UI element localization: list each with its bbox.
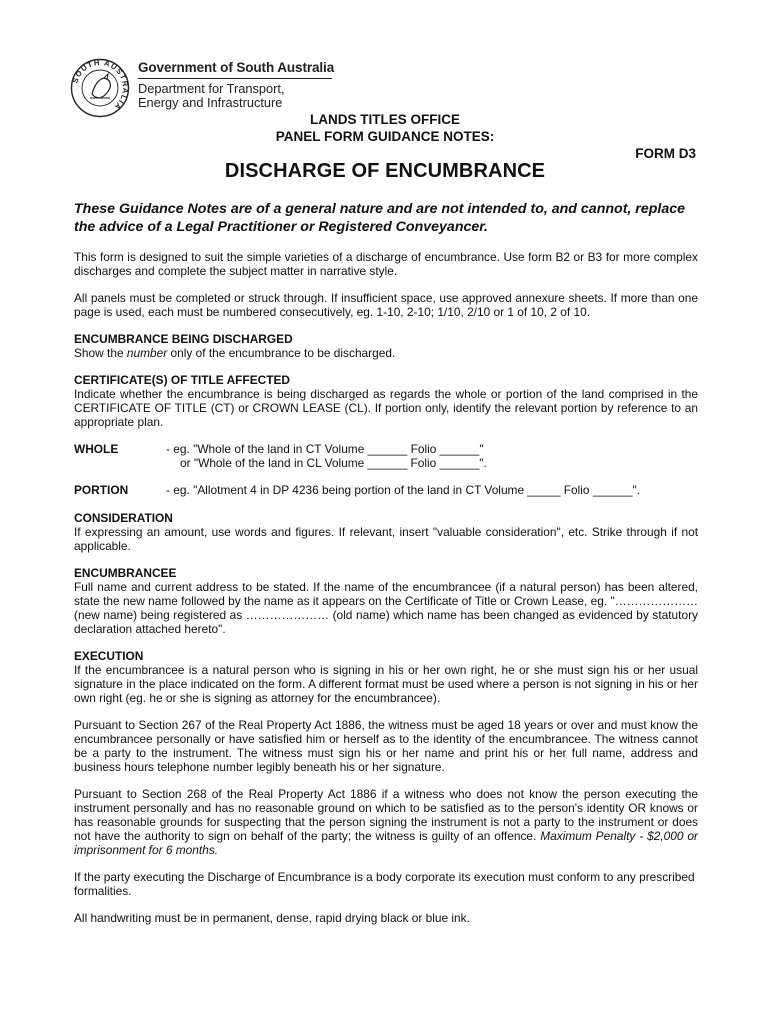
department-line-2: Energy and Infrastructure — [138, 95, 283, 110]
office-heading — [0, 111, 770, 145]
south-australia-seal-logo — [70, 58, 130, 118]
whole-example-ct: - eg. "Whole of the land in CT Volume ______ Folio ______" — [166, 442, 484, 456]
section-execution — [74, 649, 698, 705]
section-heading: EXECUTION — [74, 649, 144, 663]
government-header — [138, 60, 334, 110]
form-number: FORM D3 — [635, 146, 696, 161]
paragraph-section-268 — [74, 787, 698, 857]
section-encumbrancee — [74, 566, 698, 636]
section-text: Show the — [74, 346, 127, 360]
section-heading: ENCUMBRANCEE — [74, 566, 177, 580]
section-text: Pursuant to Section 268 of the Real Property Act 1886 if a witness who does not know the person executing the instrument personally and has no reasonable ground on which to be satisfied as to the person's identity OR knows or has reasonable grounds for suspecting that the person signing the instrument is not a party to the instrument or does not have the authority to sign on behalf of the party; the witness is guilty of an offence. — [74, 787, 698, 843]
section-consideration — [74, 511, 698, 553]
svg-text:SOUTH AUSTRALIA: SOUTH AUSTRALIA — [70, 58, 130, 113]
intro-disclaimer: These Guidance Notes are of a general nature and are not intended to, and cannot, replace the advice of a Legal Practitioner or Registered Conveyancer. — [74, 201, 685, 235]
paragraph-handwriting: All handwriting must be in permanent, dense, rapid drying black or blue ink. — [74, 911, 470, 925]
whole-example-cl: or "Whole of the land in CL Volume ______ Folio ______". — [180, 456, 487, 470]
department-line-1: Department for Transport, — [138, 81, 285, 96]
whole-examples — [166, 442, 698, 470]
section-text: Full name and current address to be stated. If the name of the encumbrancee (if a natural person) has been altered, state the new name followed by the name as it appears on the Certificate of Title or Crown Lease, eg. "…………………(new name) being registered as ………………… (old name) which name has been changed as evidenced by statutory declaration attached hereto". — [74, 580, 698, 636]
section-text: If expressing an amount, use words and figures. If relevant, insert "valuable consideration", etc. Strike through if not applicable. — [74, 525, 698, 553]
section-encumbrance-discharged — [74, 332, 698, 360]
label-portion: PORTION — [74, 483, 129, 497]
panel-heading: PANEL FORM GUIDANCE NOTES: — [275, 129, 495, 144]
example-portion — [74, 483, 698, 497]
paragraph-panels: All panels must be completed or struck through. If insufficient space, use approved annexure sheets. If more than one page is used, each must be numbered consecutively, eg. 1-10, 2-10; 1/10, 2/10 or 1 of 10, 2 of 10. — [74, 291, 698, 319]
header-divider — [138, 78, 332, 79]
section-certificate-of-title — [74, 373, 698, 429]
example-whole — [74, 442, 698, 470]
penalty-text: Maximum Penalty - $2,000 or imprisonment for 6 months. — [74, 829, 698, 857]
section-text: If the encumbrancee is a natural person who is signing in his or her own right, he or she must sign his or her usual signature in the place indicated on the form. A different format must be used where a person is not signing in his or her own right (eg. he or she is signing as attorney for the encumbrancee). — [74, 663, 698, 705]
emphasis-number: number — [126, 346, 168, 360]
portion-example: - eg. "Allotment 4 in DP 4236 being portion of the land in CT Volume _____ Folio ______". — [166, 483, 641, 497]
office-name: LANDS TITLES OFFICE — [310, 112, 460, 127]
paragraph-section-267: Pursuant to Section 267 of the Real Property Act 1886, the witness must be aged 18 years or over and must know the encumbrancee personally or have satisfied him or herself as to the identity of the encumbrancee. The witness cannot be a party to the instrument. The witness must sign his or her name and print his or her full name, address and business hours telephone number legibly beneath his or her signature. — [74, 718, 698, 774]
page-title: DISCHARGE OF ENCUMBRANCE — [224, 160, 546, 182]
label-whole: WHOLE — [74, 442, 119, 456]
section-text: Indicate whether the encumbrance is being discharged as regards the whole or portion of the land comprised in the CERTIFICATE OF TITLE (CT) or CROWN LEASE (CL). If portion only, identify the relevant portion by reference to an appropriate plan. — [74, 387, 698, 429]
section-heading: ENCUMBRANCE BEING DISCHARGED — [74, 332, 293, 346]
paragraph-body-corporate: If the party executing the Discharge of Encumbrance is a body corporate its execution must conform to any prescribed formalities. — [74, 870, 695, 898]
guidance-notes-body — [74, 200, 698, 938]
section-heading: CONSIDERATION — [74, 511, 173, 525]
section-heading: CERTIFICATE(S) OF TITLE AFFECTED — [74, 373, 290, 387]
section-text: only of the encumbrance to be discharged. — [167, 346, 396, 360]
government-name: Government of South Australia — [138, 60, 335, 75]
paragraph-form-purpose: This form is designed to suit the simple varieties of a discharge of encumbrance. Use form B2 or B3 for more complex discharges and complete the subject matter in narrative style. — [74, 250, 698, 278]
